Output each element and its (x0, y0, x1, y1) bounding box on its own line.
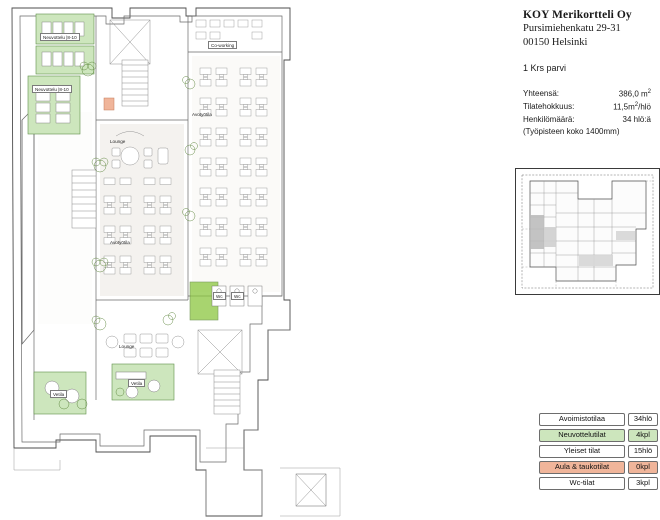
room-label: Wc (213, 292, 226, 300)
stat-row (523, 88, 651, 101)
room-label: Vetila (50, 390, 67, 398)
break-area-accent (104, 98, 114, 110)
key-plan (515, 168, 660, 295)
stat-label: Henkilömäärä: (523, 115, 575, 125)
room-label: Neuvottelu |8-10 (32, 85, 72, 93)
legend-label: Avoimistotilaa (539, 413, 625, 426)
legend-count: 4kpl (628, 429, 658, 442)
info-panel (505, 0, 660, 520)
stat-row (523, 101, 651, 114)
legend-label: Aula & taukotilat (539, 461, 625, 474)
room-label: Wc (231, 292, 244, 300)
company-name: KOY Merikortteli Oy (523, 9, 632, 21)
legend (530, 413, 658, 493)
address-line-1: Pursimiehenkatu 29-31 (523, 23, 621, 35)
workstation-note: (Työpisteen koko 1400mm) (523, 127, 620, 137)
legend-count: 34hlö (628, 413, 658, 426)
stat-row (523, 114, 651, 126)
legend-label: Yleiset tilat (539, 445, 625, 458)
room-label: Lounge (119, 344, 135, 349)
stat-label: Tilatehokkuus: (523, 102, 575, 112)
stat-value: 34 hlö:ä (622, 115, 651, 125)
legend-row (530, 477, 658, 490)
legend-count: 15hlö (628, 445, 658, 458)
room-label: Avotyötila (110, 240, 130, 245)
stat-value: $11,5m^2$/hlö (613, 102, 651, 112)
floor-label: 1 Krs parvi (523, 62, 567, 73)
room-label: Avotyötila (192, 112, 212, 117)
room-label: Vetila (128, 379, 145, 387)
legend-row (530, 445, 658, 458)
legend-row (530, 429, 658, 442)
legend-label: Neuvottelutilat (539, 429, 625, 442)
address-line-2: 00150 Helsinki (523, 37, 588, 49)
stat-value: 386,0 $m^2$ (618, 89, 651, 99)
statistics-block (523, 88, 660, 139)
room-label: Neuvottelu |8-10 (40, 33, 80, 41)
room-label: Co-working (208, 41, 237, 49)
room-label: Lounge (110, 139, 126, 144)
stat-label: Yhteensä: (523, 89, 560, 98)
legend-label: Wc-tilat (539, 477, 625, 490)
legend-count: 0kpl (628, 461, 658, 474)
title-block (523, 8, 660, 73)
legend-row (530, 461, 658, 474)
legend-count: 3kpl (628, 477, 658, 490)
legend-row (530, 413, 658, 426)
